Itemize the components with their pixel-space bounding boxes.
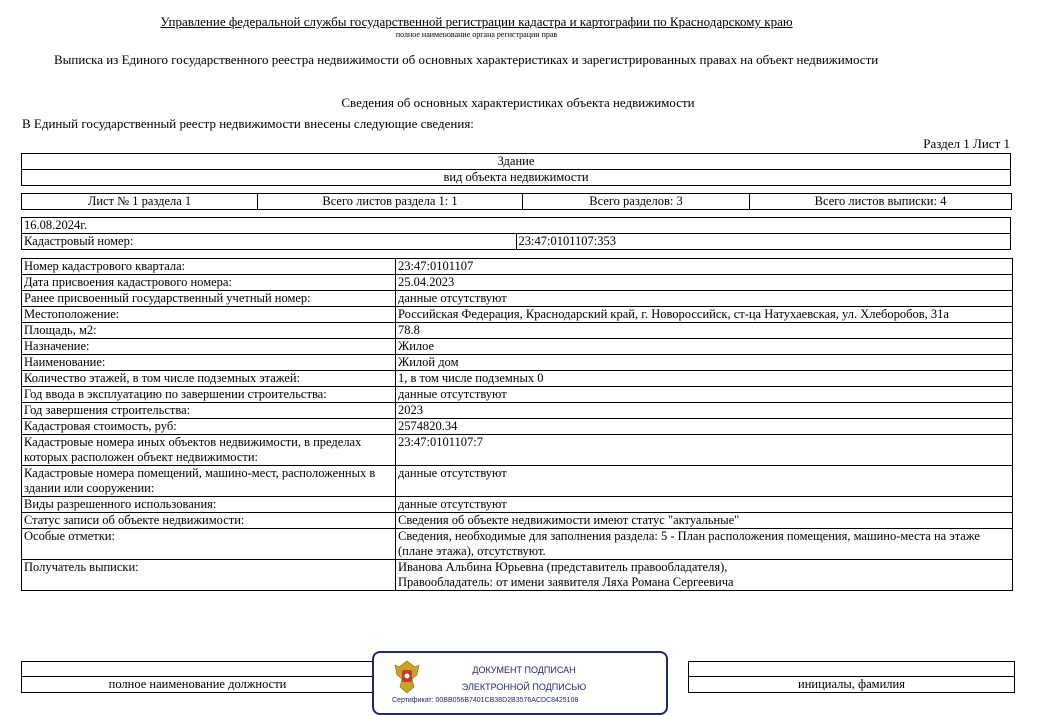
- row-label: Особые отметки:: [22, 529, 396, 560]
- row-label: Ранее присвоенный государственный учетный номер:: [22, 291, 396, 307]
- row-value: 2574820.34: [396, 419, 1013, 435]
- row-value: Сведения, необходимые для заполнения раздела: 5 - План расположения помещения, машино-места на этаже (плане этажа), отсутствуют.: [396, 529, 1013, 560]
- table-row: [22, 560, 1013, 591]
- cadastral-label: Кадастровый номер:: [22, 234, 517, 250]
- row-label: Кадастровые номера иных объектов недвижимости, в пределах которых расположен объект недвижимости:: [22, 435, 396, 466]
- sheets-total: Всего листов выписки: 4: [750, 194, 1012, 210]
- row-value: данные отсутствуют: [396, 387, 1013, 403]
- extract-date: 16.08.2024г.: [22, 218, 1011, 234]
- row-value: 1, в том числе подземных 0: [396, 371, 1013, 387]
- row-value: Иванова Альбина Юрьевна (представитель правообладателя), Правообладатель: от имени заявителя Ляха Романа Сергеевича: [396, 560, 1013, 591]
- row-value: Российская Федерация, Краснодарский край, г. Новороссийск, ст-ца Натухаевская, ул. Хлеборобов, 31а: [396, 307, 1013, 323]
- row-label: Местоположение:: [22, 307, 396, 323]
- object-type: Здание: [22, 154, 1011, 170]
- sections-total: Всего разделов: 3: [523, 194, 750, 210]
- row-value: данные отсутствуют: [396, 497, 1013, 513]
- table-row: [22, 339, 1013, 355]
- row-label: Статус записи об объекте недвижимости:: [22, 513, 396, 529]
- table-row: [22, 275, 1013, 291]
- table-row: [22, 291, 1013, 307]
- row-value: Жилой дом: [396, 355, 1013, 371]
- table-row: [22, 371, 1013, 387]
- row-label: Кадастровые номера помещений, машино-мест, расположенных в здании или сооружении:: [22, 466, 396, 497]
- row-label: Назначение:: [22, 339, 396, 355]
- object-type-caption: вид объекта недвижимости: [22, 170, 1011, 186]
- row-label: Получатель выписки:: [22, 560, 396, 591]
- table-row: [22, 497, 1013, 513]
- section-sheet-label: Раздел 1 Лист 1: [923, 136, 1010, 151]
- row-label: Дата присвоения кадастрового номера:: [22, 275, 396, 291]
- table-row: [22, 466, 1013, 497]
- table-row: [22, 387, 1013, 403]
- sheet-info-table: [21, 193, 1012, 210]
- sheet-number: Лист № 1 раздела 1: [22, 194, 258, 210]
- table-row: [22, 323, 1013, 339]
- row-value: 23:47:0101107: [396, 259, 1013, 275]
- name-cell: [689, 662, 1015, 677]
- row-label: Количество этажей, в том числе подземных этажей:: [22, 371, 396, 387]
- row-value: данные отсутствуют: [396, 291, 1013, 307]
- row-value: 78.8: [396, 323, 1013, 339]
- row-label: Наименование:: [22, 355, 396, 371]
- stamp-line1: ДОКУМЕНТ ПОДПИСАН: [472, 665, 576, 675]
- row-label: Номер кадастрового квартала:: [22, 259, 396, 275]
- cadastral-value: 23:47:0101107:353: [516, 234, 1011, 250]
- table-row: [22, 419, 1013, 435]
- authority-caption: полное наименование органа регистрации прав: [395, 30, 558, 39]
- table-row: [22, 513, 1013, 529]
- table-row: [22, 355, 1013, 371]
- sheet-total-section: Всего листов раздела 1: 1: [258, 194, 523, 210]
- e-signature-stamp: [372, 651, 668, 715]
- row-label: Год ввода в эксплуатацию по завершении строительства:: [22, 387, 396, 403]
- cadastral-table: [21, 217, 1011, 250]
- intro-text: В Единый государственный реестр недвижимости внесены следующие сведения:: [22, 116, 474, 131]
- row-value: 2023: [396, 403, 1013, 419]
- row-value: 25.04.2023: [396, 275, 1013, 291]
- stamp-certificate: Сертификат: 00BB056B7401CB38D2B3576ACDC8425108: [392, 697, 579, 704]
- name-caption: инициалы, фамилия: [689, 677, 1015, 693]
- position-caption: полное наименование должности: [22, 677, 374, 693]
- row-label: Год завершения строительства:: [22, 403, 396, 419]
- extract-title: Выписка из Единого государственного реестра недвижимости об основных характеристиках и зарегистрированных правах на объект недвижимости: [54, 52, 879, 67]
- row-value: Сведения об объекте недвижимости имеют статус "актуальные": [396, 513, 1013, 529]
- row-value: данные отсутствуют: [396, 466, 1013, 497]
- authority-name: Управление федеральной службы государственной регистрации кадастра и картографии по Краснодарскому краю: [160, 14, 793, 29]
- table-row: [22, 307, 1013, 323]
- position-cell: [22, 662, 374, 677]
- object-type-table: [21, 153, 1011, 186]
- table-row: [22, 529, 1013, 560]
- row-label: Кадастровая стоимость, руб:: [22, 419, 396, 435]
- characteristics-table: [21, 258, 1013, 591]
- row-value: 23:47:0101107:7: [396, 435, 1013, 466]
- stamp-line2: ЭЛЕКТРОННОЙ ПОДПИСЬЮ: [461, 682, 587, 692]
- row-label: Виды разрешенного использования:: [22, 497, 396, 513]
- row-value: Жилое: [396, 339, 1013, 355]
- section-title: Сведения об основных характеристиках объекта недвижимости: [341, 95, 695, 110]
- table-row: [22, 259, 1013, 275]
- table-row: [22, 403, 1013, 419]
- table-row: [22, 435, 1013, 466]
- row-label: Площадь, м2:: [22, 323, 396, 339]
